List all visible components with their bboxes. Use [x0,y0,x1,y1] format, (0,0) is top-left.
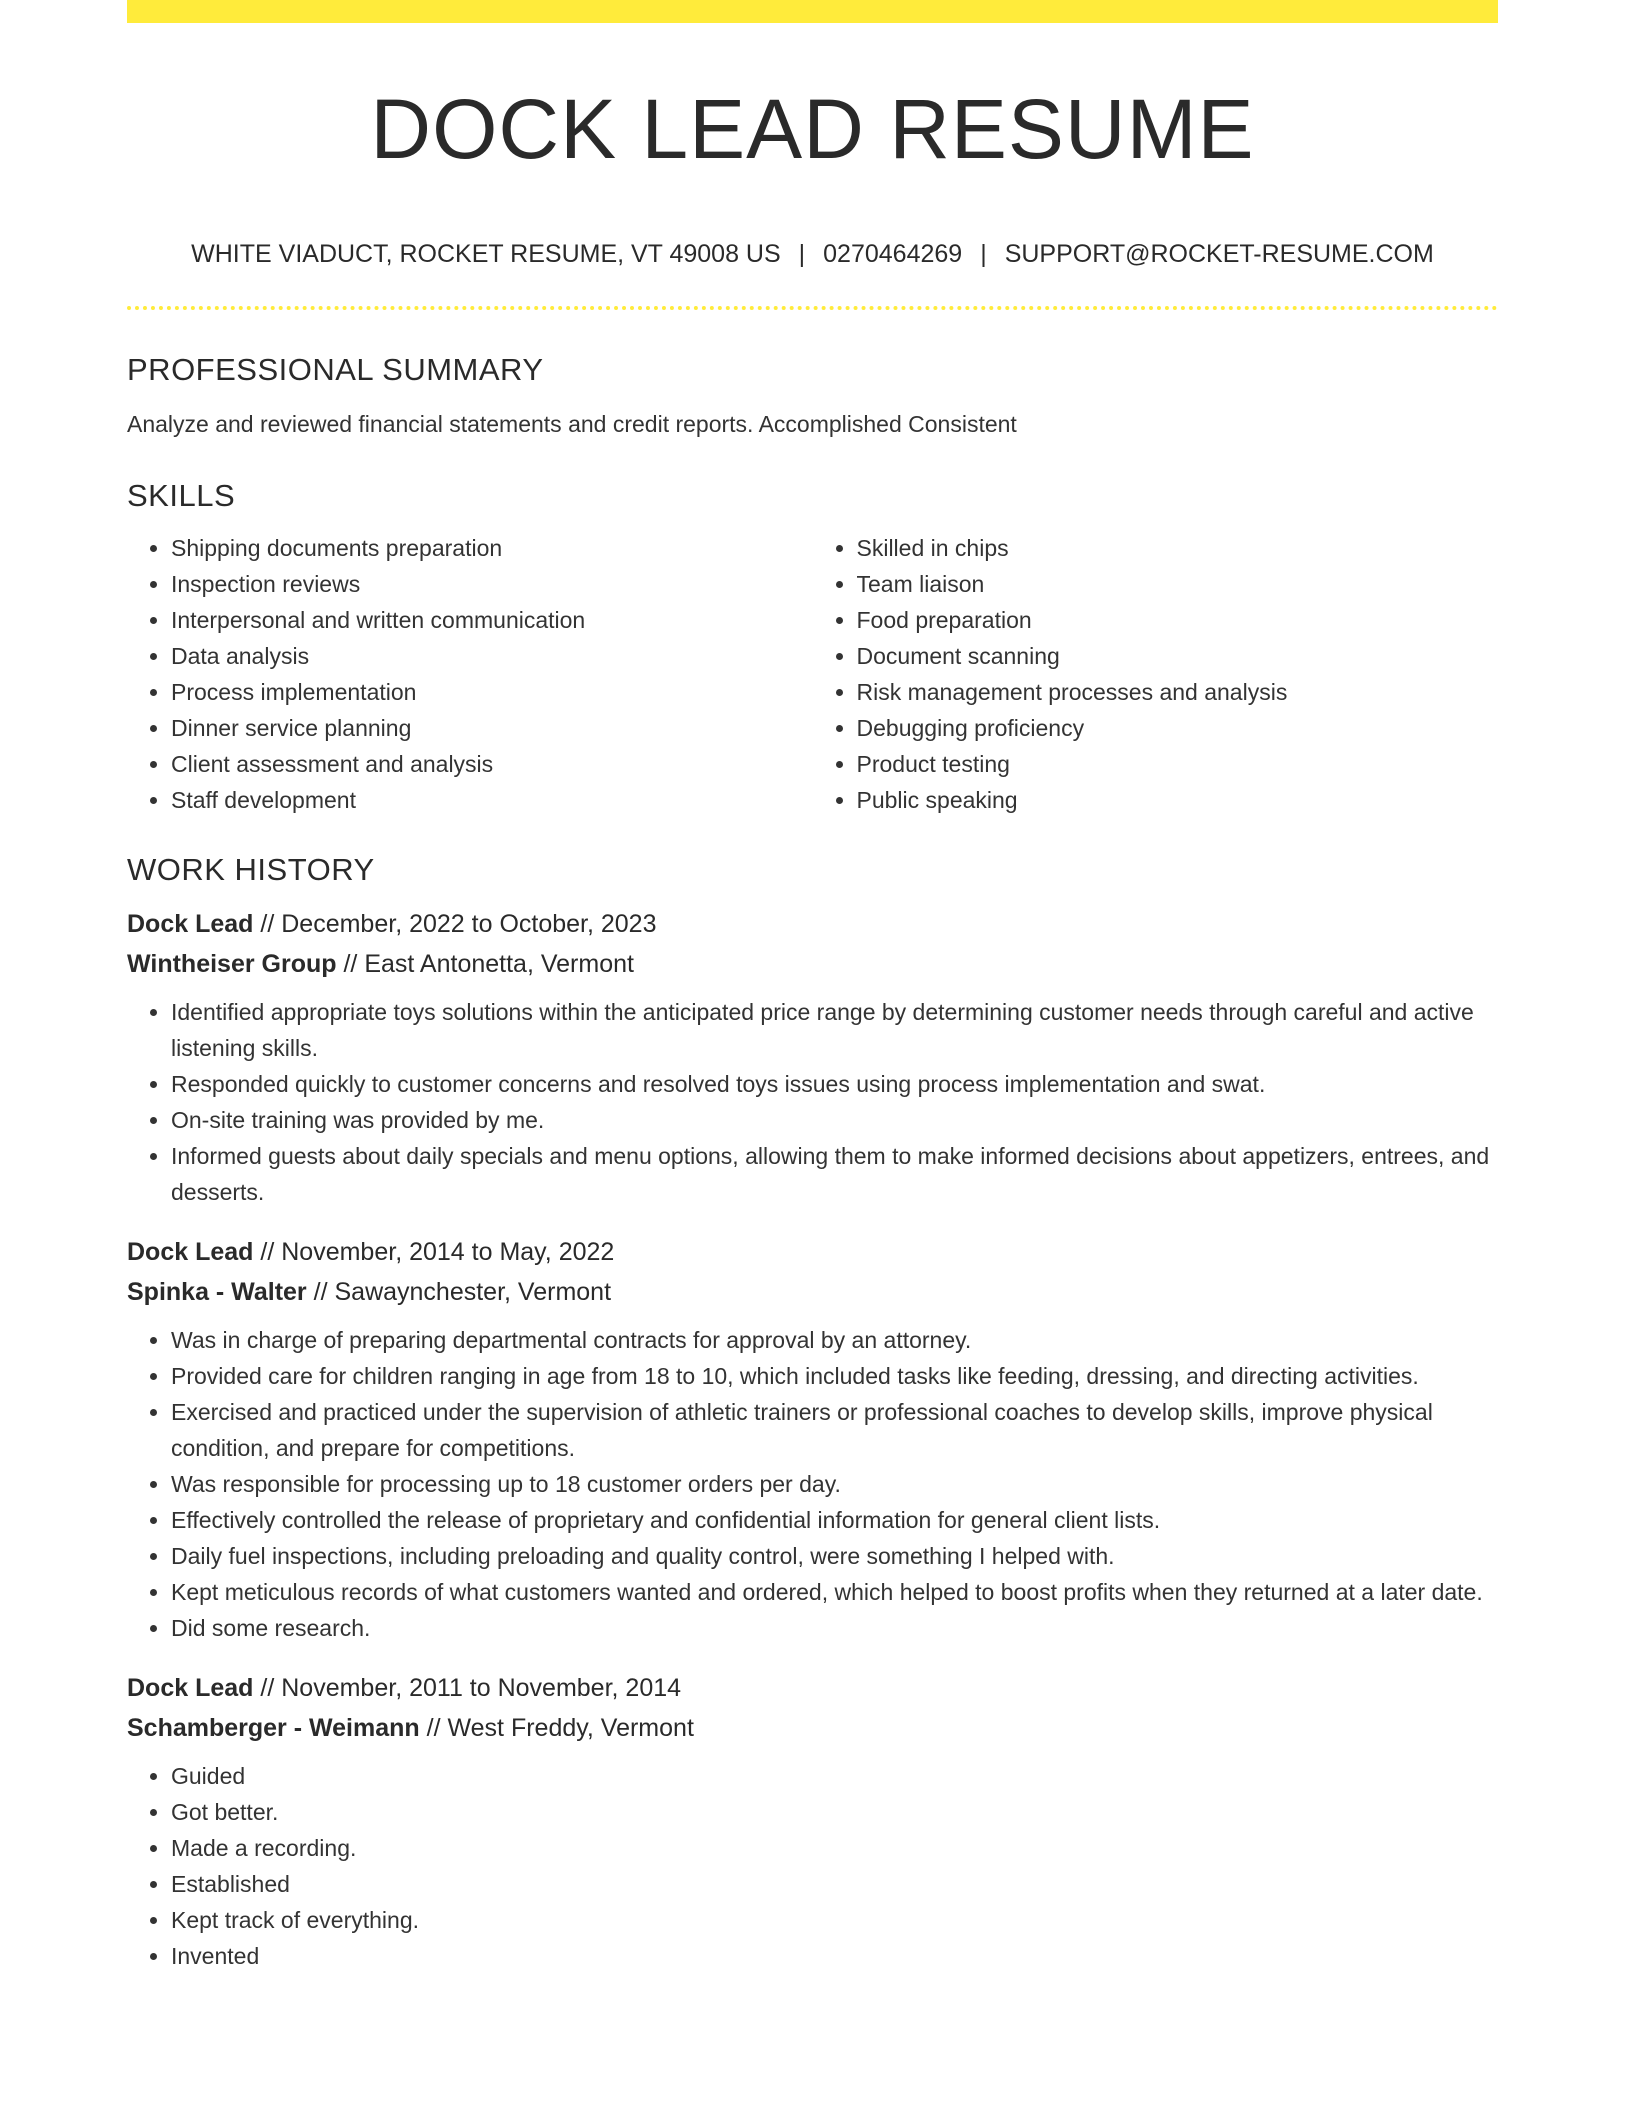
skill-item: • Shipping documents preparation [171,530,813,566]
resume-title: DOCK LEAD RESUME [370,82,1255,176]
job-title-line [127,904,1498,944]
location-separator: // [313,1278,328,1306]
job-bullet: • Daily fuel inspections, including preloading and quality control, were something I helped with. [171,1538,1498,1574]
job-title-line [127,1232,1498,1272]
job-bullet: • Provided care for children ranging in age from 18 to 10, which included tasks like feeding, dressing, and directing activities. [171,1358,1498,1394]
job-location: East Antonetta, Vermont [364,950,634,978]
skill-item: • Skilled in chips [857,530,1499,566]
job-bullet: • On-site training was provided by me. [171,1102,1498,1138]
contact-phone[interactable]: 0270464269 [823,240,963,268]
job-role: Dock Lead [127,1674,254,1702]
job-bullet: • Identified appropriate toys solutions within the anticipated price range by determining customer needs through careful and active listening skills. [171,994,1498,1066]
skills-heading: SKILLS [127,478,236,513]
skill-item: • Public speaking [857,782,1499,818]
job-bullet: • Exercised and practiced under the supervision of athletic trainers or professional coaches to develop skills, improve physical condition, and prepare for competitions. [171,1394,1498,1466]
date-separator: // [260,910,275,938]
skill-item: • Debugging proficiency [857,710,1499,746]
job-bullet: • Effectively controlled the release of proprietary and confidential information for general client lists. [171,1502,1498,1538]
job-company: Spinka - Walter [127,1278,307,1306]
job-bullet: • Made a recording. [171,1830,1498,1866]
skill-item: • Process implementation [171,674,813,710]
skill-item: • Risk management processes and analysis [857,674,1499,710]
skill-item: • Document scanning [857,638,1499,674]
job-entry [127,1668,1498,1974]
job-role: Dock Lead [127,1238,254,1266]
job-bullet: • Guided [171,1758,1498,1794]
skill-item: • Team liaison [857,566,1499,602]
summary-text: Analyze and reviewed financial statements and credit reports. Accomplished Consistent [127,411,1017,437]
skill-item: • Food preparation [857,602,1499,638]
skill-item: • Inspection reviews [171,566,813,602]
job-bullet: • Invented [171,1938,1498,1974]
job-bullet: • Informed guests about daily specials and menu options, allowing them to make informed decisions about appetizers, entrees, and desserts. [171,1138,1498,1210]
job-role: Dock Lead [127,910,254,938]
contact-line [127,234,1498,274]
job-company-line [127,1272,1498,1312]
job-bullets [127,1322,1498,1646]
contact-email[interactable]: SUPPORT@ROCKET-RESUME.COM [1004,240,1434,268]
work-history-heading: WORK HISTORY [127,852,375,887]
job-entry [127,1232,1498,1646]
date-separator: // [260,1674,275,1702]
job-bullet: • Established [171,1866,1498,1902]
job-company: Schamberger - Weimann [127,1714,420,1742]
job-bullets [127,994,1498,1210]
job-bullet: • Kept track of everything. [171,1902,1498,1938]
skills-list-left [127,530,813,818]
job-location: Sawaynchester, Vermont [334,1278,612,1306]
contact-separator: | [980,240,987,268]
job-company-line [127,944,1498,984]
summary-section [127,346,1498,442]
job-company: Wintheiser Group [127,950,337,978]
skill-item: • Client assessment and analysis [171,746,813,782]
top-accent-bar [127,0,1498,23]
job-bullet: • Kept meticulous records of what customers wanted and ordered, which helped to boost profits when they returned at a later date. [171,1574,1498,1610]
skill-item: • Product testing [857,746,1499,782]
contact-separator: | [798,240,806,268]
job-location: West Freddy, Vermont [447,1714,694,1742]
job-bullet: • Did some research. [171,1610,1498,1646]
job-list [127,904,1498,1974]
skills-list-right [813,530,1499,818]
job-bullet: • Responded quickly to customer concerns and resolved toys issues using process implementation and swat. [171,1066,1498,1102]
job-company-line [127,1708,1498,1748]
resume-content [127,346,1498,1996]
skill-item: • Interpersonal and written communication [171,602,813,638]
location-separator: // [426,1714,441,1742]
job-dates: November, 2011 to November, 2014 [281,1674,682,1702]
job-entry [127,904,1498,1210]
skills-section [127,472,1498,818]
job-dates: December, 2022 to October, 2023 [281,910,657,938]
job-bullet: • Was responsible for processing up to 18 customer orders per day. [171,1466,1498,1502]
contact-address: WHITE VIADUCT, ROCKET RESUME, VT 49008 US [191,240,781,268]
skill-item: • Dinner service planning [171,710,813,746]
job-bullets [127,1758,1498,1974]
dotted-divider [127,306,1498,310]
job-dates: November, 2014 to May, 2022 [281,1238,615,1266]
job-bullet: • Got better. [171,1794,1498,1830]
date-separator: // [260,1238,275,1266]
work-history-section [127,846,1498,1974]
job-title-line [127,1668,1498,1708]
skill-item: • Data analysis [171,638,813,674]
job-bullet: • Was in charge of preparing departmental contracts for approval by an attorney. [171,1322,1498,1358]
skill-item: • Staff development [171,782,813,818]
location-separator: // [343,950,358,978]
skills-columns [127,530,1498,818]
summary-heading: PROFESSIONAL SUMMARY [127,352,544,387]
